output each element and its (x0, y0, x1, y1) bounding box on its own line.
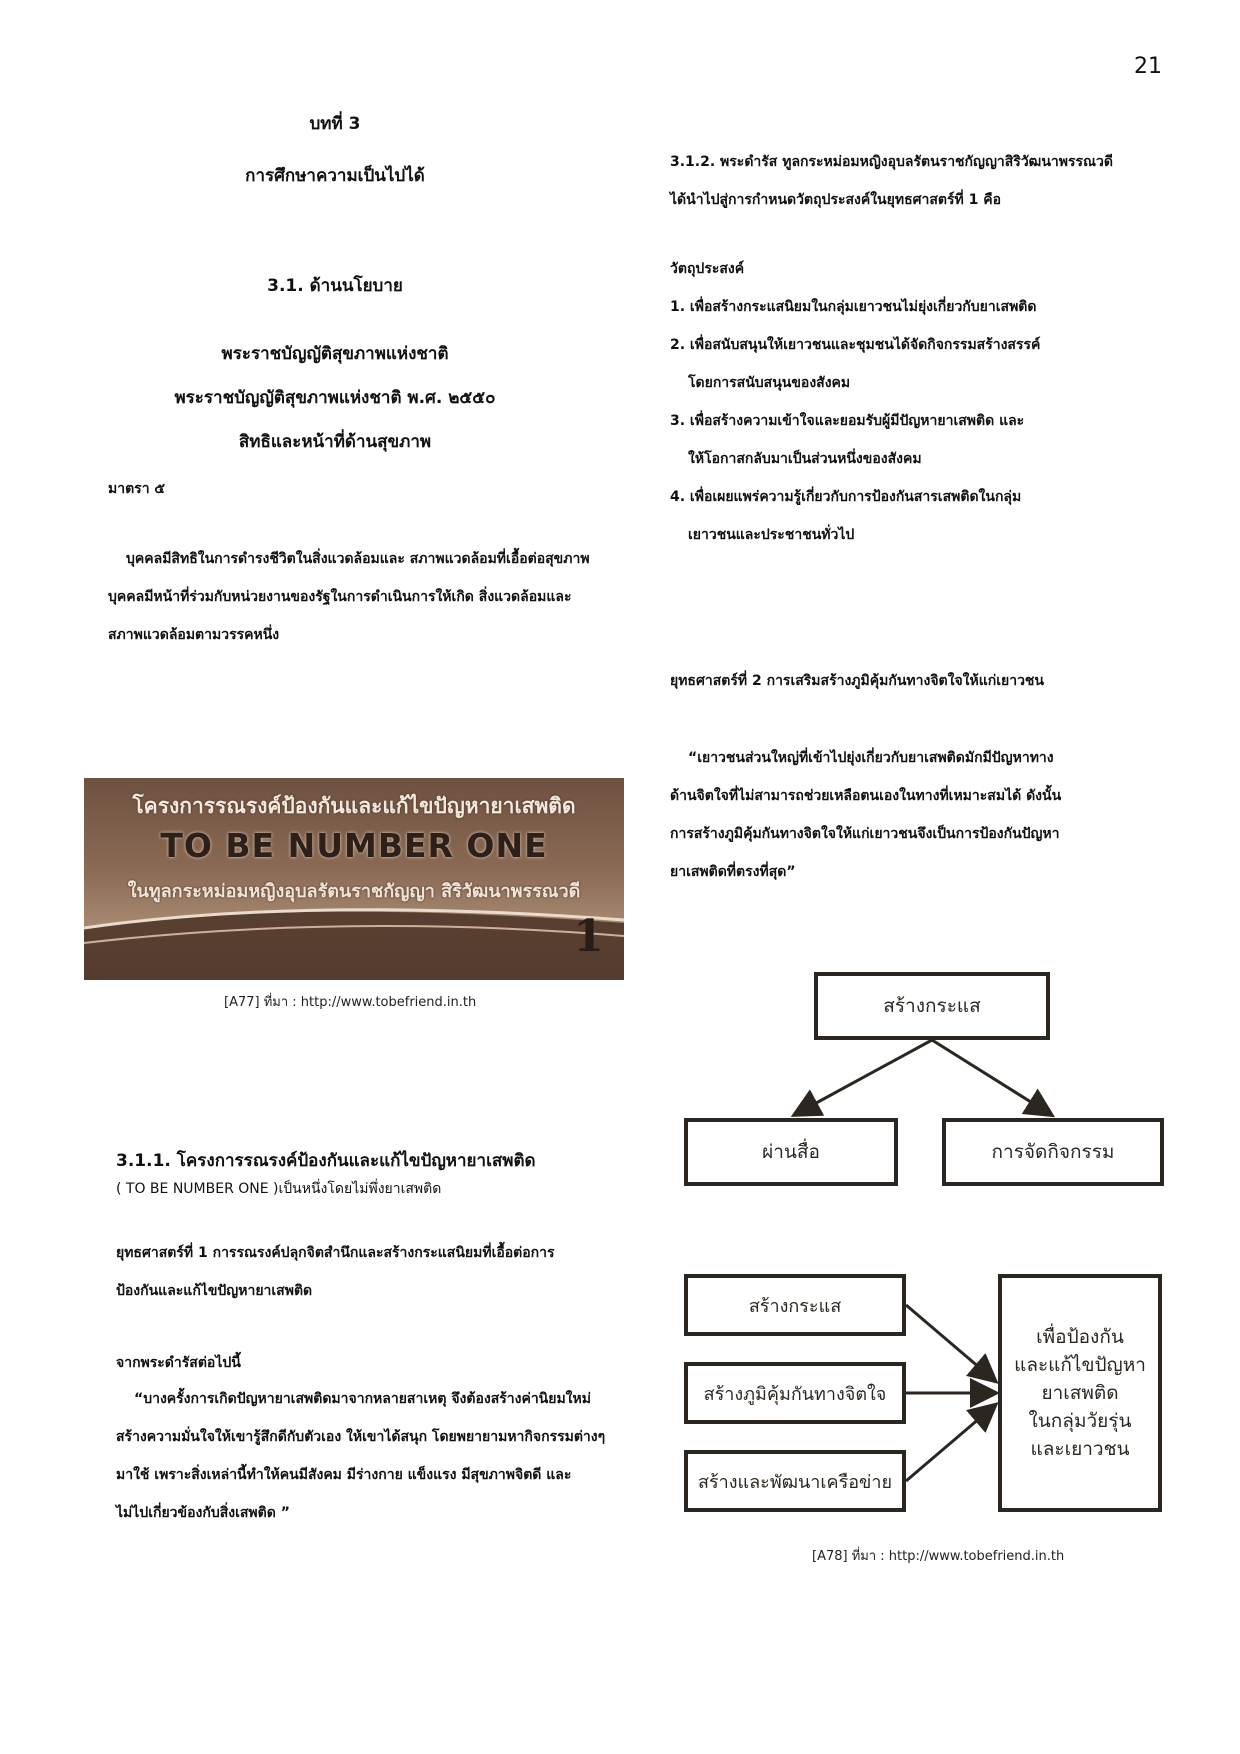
diagram-goal-box (998, 1274, 1162, 1512)
objective-item-continued: โดยการสนับสนุนของสังคม (688, 375, 851, 391)
chapter-heading: บทที่ 3 (309, 114, 361, 134)
objective-item: 3. เพื่อสร้างความเข้าใจและยอมรับผู้มีปัญหายาเสพติด และ (670, 413, 1025, 429)
page-number: 21 (1134, 54, 1162, 79)
objective-item-continued: เยาวชนและประชาชนทั่วไป (688, 527, 855, 543)
diagram-input-box: สร้างภูมิคุ้มกันทางจิตใจ (684, 1362, 906, 1424)
goal-line: และแก้ไขปัญหา (1014, 1354, 1146, 1376)
text-line: ยุทธศาสตร์ที่ 1 การรณรงค์ปลุกจิตสำนึกและสร้างกระแสนิยมที่เอื้อต่อการ (116, 1245, 555, 1261)
act-title-line: พระราชบัญญัติสุขภาพแห่งชาติ (221, 344, 449, 364)
goal-line: และเยาวชน (1030, 1438, 1130, 1460)
diagram-box-create-trend: สร้างกระแส (814, 972, 1050, 1040)
objective-item: 4. เพื่อเผยแพร่ความรู้เกี่ยวกับการป้องกันสารเสพติดในกลุ่ม (670, 489, 1022, 505)
text-line: การสร้างภูมิคุ้มกันทางจิตใจให้แก่เยาวชนจึงเป็นการป้องกันปัญหา (670, 826, 1060, 842)
diagram-box-activities: การจัดกิจกรรม (942, 1118, 1164, 1186)
image-caption-a78: [A78] ที่มา : http://www.tobefriend.in.th (812, 1549, 1065, 1564)
text-line: สภาพแวดล้อมตามวรรคหนึ่ง (108, 627, 280, 643)
goal-line: เพื่อป้องกัน (1036, 1326, 1124, 1348)
diagram-box-via-media: ผ่านสื่อ (684, 1118, 898, 1186)
objective-item-continued: ให้โอกาสกลับมาเป็นส่วนหนึ่งของสังคม (688, 451, 922, 467)
diagram-input-box: สร้างกระแส (684, 1274, 906, 1336)
objective-item: 2. เพื่อสนับสนุนให้เยาวชนและชุมชนได้จัดกิจกรรมสร้างสรรค์ (670, 337, 1041, 353)
text-line: ได้นำไปสู่การกำหนดวัตถุประสงค์ในยุทธศาสตร์ที่ 1 คือ (670, 192, 1002, 208)
text-line: สร้างความมั่นใจให้เขารู้สึกดีกับตัวเอง ให้เขาได้สนุก โดยพยายามหากิจกรรมต่างๆ (116, 1429, 606, 1445)
image-caption-a77: [A77] ที่มา : http://www.tobefriend.in.th (224, 995, 477, 1010)
objective-item: 1. เพื่อสร้างกระแสนิยมในกลุ่มเยาวชนไม่ยุ่งเกี่ยวกับยาเสพติด (670, 299, 1037, 315)
text-line: บุคคลมีหน้าที่ร่วมกับหน่วยงานของรัฐในการดำเนินการให้เกิด สิ่งแวดล้อมและ (108, 589, 572, 605)
section-5-label: มาตรา ๕ (108, 481, 166, 497)
subsection-subtitle: ( TO BE NUMBER ONE )เป็นหนึ่งโดยไม่พึ่งยาเสพติด (116, 1181, 442, 1197)
subsection-heading-3-1-1: 3.1.1. โครงการรณรงค์ป้องกันและแก้ไขปัญหายาเสพติด (116, 1151, 536, 1171)
chapter-title: การศึกษาความเป็นไปได้ (245, 166, 425, 186)
act-title-line: พระราชบัญญัติสุขภาพแห่งชาติ พ.ศ. ๒๕๕๐ (174, 388, 496, 408)
banner-line-2: TO BE NUMBER ONE (160, 826, 548, 865)
goal-line: ยาเสพติด (1041, 1382, 1119, 1404)
text-line: 3.1.2. พระดำรัส ทูลกระหม่อมหญิงอุบลรัตนราชกัญญาสิริวัฒนาพรรณวดี (670, 154, 1113, 170)
banner-line-3: ในทูลกระหม่อมหญิงอุบลรัตนราชกัญญา สิริวัฒนาพรรณวดี (127, 881, 581, 902)
act-title-line: สิทธิและหน้าที่ด้านสุขภาพ (238, 432, 432, 452)
text-line: “บางครั้งการเกิดปัญหายาเสพติดมาจากหลายสาเหตุ จึงต้องสร้างค่านิยมใหม่ (134, 1391, 591, 1407)
text-line: “เยาวชนส่วนใหญ่ที่เข้าไปยุ่งเกี่ยวกับยาเสพติดมักมีปัญหาทาง (688, 750, 1054, 766)
speech-intro: จากพระดำรัสต่อไปนี้ (116, 1355, 241, 1371)
objectives-title: วัตถุประสงค์ (670, 261, 745, 277)
text-line: ป้องกันและแก้ไขปัญหายาเสพติด (116, 1283, 313, 1299)
strategy-2-heading: ยุทธศาสตร์ที่ 2 การเสริมสร้างภูมิคุ้มกันทางจิตใจให้แก่เยาวชน (670, 673, 1045, 689)
text-line: ยาเสพติดที่ตรงที่สุด” (670, 864, 796, 880)
text-line: ไม่ไปเกี่ยวข้องกับสิ่งเสพติด ” (116, 1505, 290, 1521)
to-be-number-one-logo: 1 (573, 911, 604, 962)
banner-line-1: โครงการรณรงค์ป้องกันและแก้ไขปัญหายาเสพติด (132, 794, 576, 818)
goal-line: ในกลุ่มวัยรุ่น (1028, 1410, 1132, 1432)
text-line: ด้านจิตใจที่ไม่สามารถช่วยเหลือตนเองในทางที่เหมาะสมได้ ดังนั้น (670, 788, 1062, 804)
text-line: บุคคลมีสิทธิในการดำรงชีวิตในสิ่งแวดล้อมและ สภาพแวดล้อมที่เอื้อต่อสุขภาพ (126, 551, 590, 567)
diagram-input-box: สร้างและพัฒนาเครือข่าย (684, 1450, 906, 1512)
text-line: มาใช้ เพราะสิ่งเหล่านี้ทำให้คนมีสังคม มีร่างกาย แข็งแรง มีสุขภาพจิตดี และ (116, 1467, 572, 1483)
section-heading-3-1: 3.1. ด้านนโยบาย (267, 276, 403, 296)
